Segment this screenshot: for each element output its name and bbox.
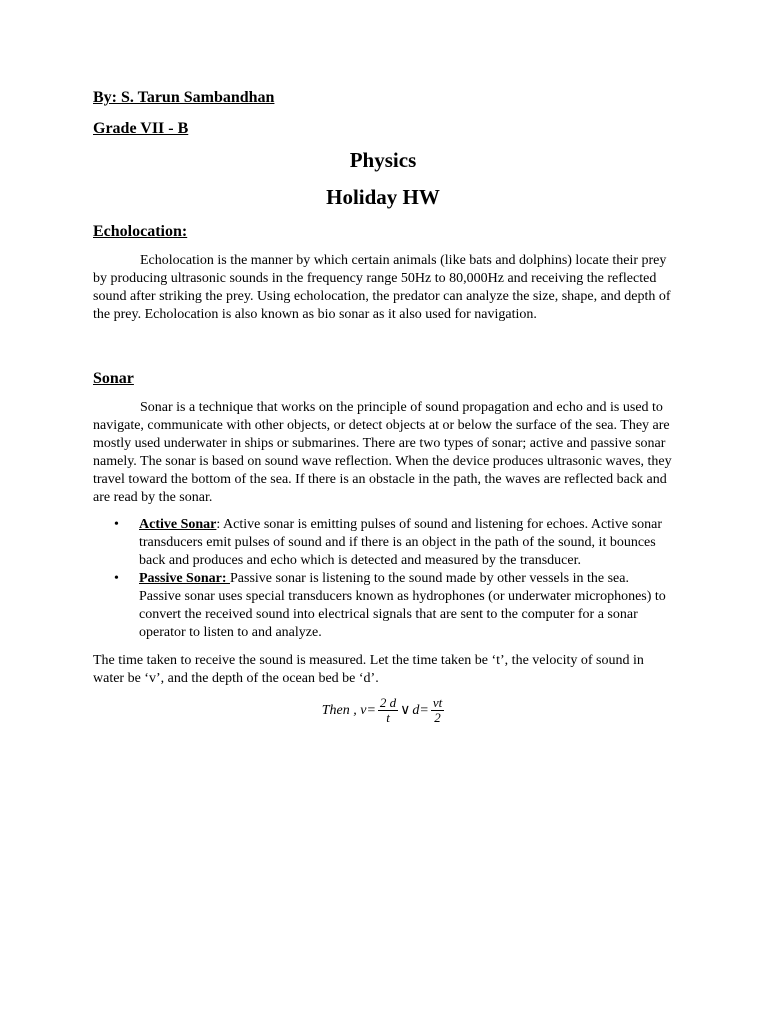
or-symbol: ∨ <box>400 702 411 718</box>
fraction-numerator: vt <box>432 695 443 710</box>
fraction-denominator: 2 <box>434 710 441 725</box>
subject-title: Physics <box>349 148 417 172</box>
measurement-paragraph: The time taken to receive the sound is measured. Let the time taken be ‘t’, the velocity of sound in water be ‘v’, and the depth of the ocean bed be ‘d’. <box>93 653 644 686</box>
sonar-heading: Sonar <box>93 370 134 387</box>
fraction-2d-over-t <box>378 696 398 725</box>
bullet-icon: • <box>114 517 119 532</box>
fraction-vt-over-2 <box>431 696 444 725</box>
grade-label: Grade VII - B <box>93 120 189 137</box>
sonar-paragraph: Sonar is a technique that works on the principle of sound propagation and echo and is used to navigate, communicate with other objects, or detect objects at or below the surface of the sea. They are mostly used underwater in ships or submarines. There are two types of sonar; active and passive sonar namely. The sonar is based on sound wave reflection. When the device produces ultrasonic waves, they travel toward the bottom of the sea. If there is an obstacle in the path, the waves are reflected back and are read by the sonar. <box>93 400 672 505</box>
echolocation-paragraph: Echolocation is the manner by which certain animals (like bats and dolphins) locate their prey by producing ultrasonic sounds in the frequency range 50Hz to 80,000Hz and receiving the reflected sound after striking the prey. Using echolocation, the predator can analyze the size, shape, and depth of the prey. Echolocation is also known as bio sonar as it also used for navigation. <box>93 253 671 322</box>
passive-sonar-text: Passive sonar is listening to the sound made by other vessels in the sea. Passive sonar uses special transducers known as hydrophones (or underwater microphones) to convert the received sound into electrical signals that are sent to the computer for a sonar operator to listen to and analyze. <box>139 571 666 640</box>
echolocation-heading: Echolocation: <box>93 223 188 240</box>
depth-formula <box>93 696 673 725</box>
list-item-passive-sonar <box>114 570 673 642</box>
formula-prefix: Then , v= <box>321 702 376 718</box>
formula-d-equals: d= <box>412 702 429 718</box>
author-byline: By: S. Tarun Sambandhan <box>93 89 275 106</box>
active-sonar-text: : Active sonar is emitting pulses of sound and listening for echoes. Active sonar transducers emit pulses of sound and if there is an object in the path of the sound, it bounces back and produces and echo which is detected and measured by the transducer. <box>139 517 662 568</box>
fraction-numerator: 2 d <box>379 695 397 710</box>
sonar-types-list <box>93 516 673 642</box>
list-item-active-sonar <box>114 516 673 570</box>
fraction-denominator: t <box>386 710 390 725</box>
active-sonar-term: Active Sonar <box>139 517 217 532</box>
page-title: Holiday HW <box>326 185 440 209</box>
document-page <box>93 87 673 725</box>
bullet-icon: • <box>114 571 119 586</box>
passive-sonar-term: Passive Sonar: <box>139 571 230 586</box>
